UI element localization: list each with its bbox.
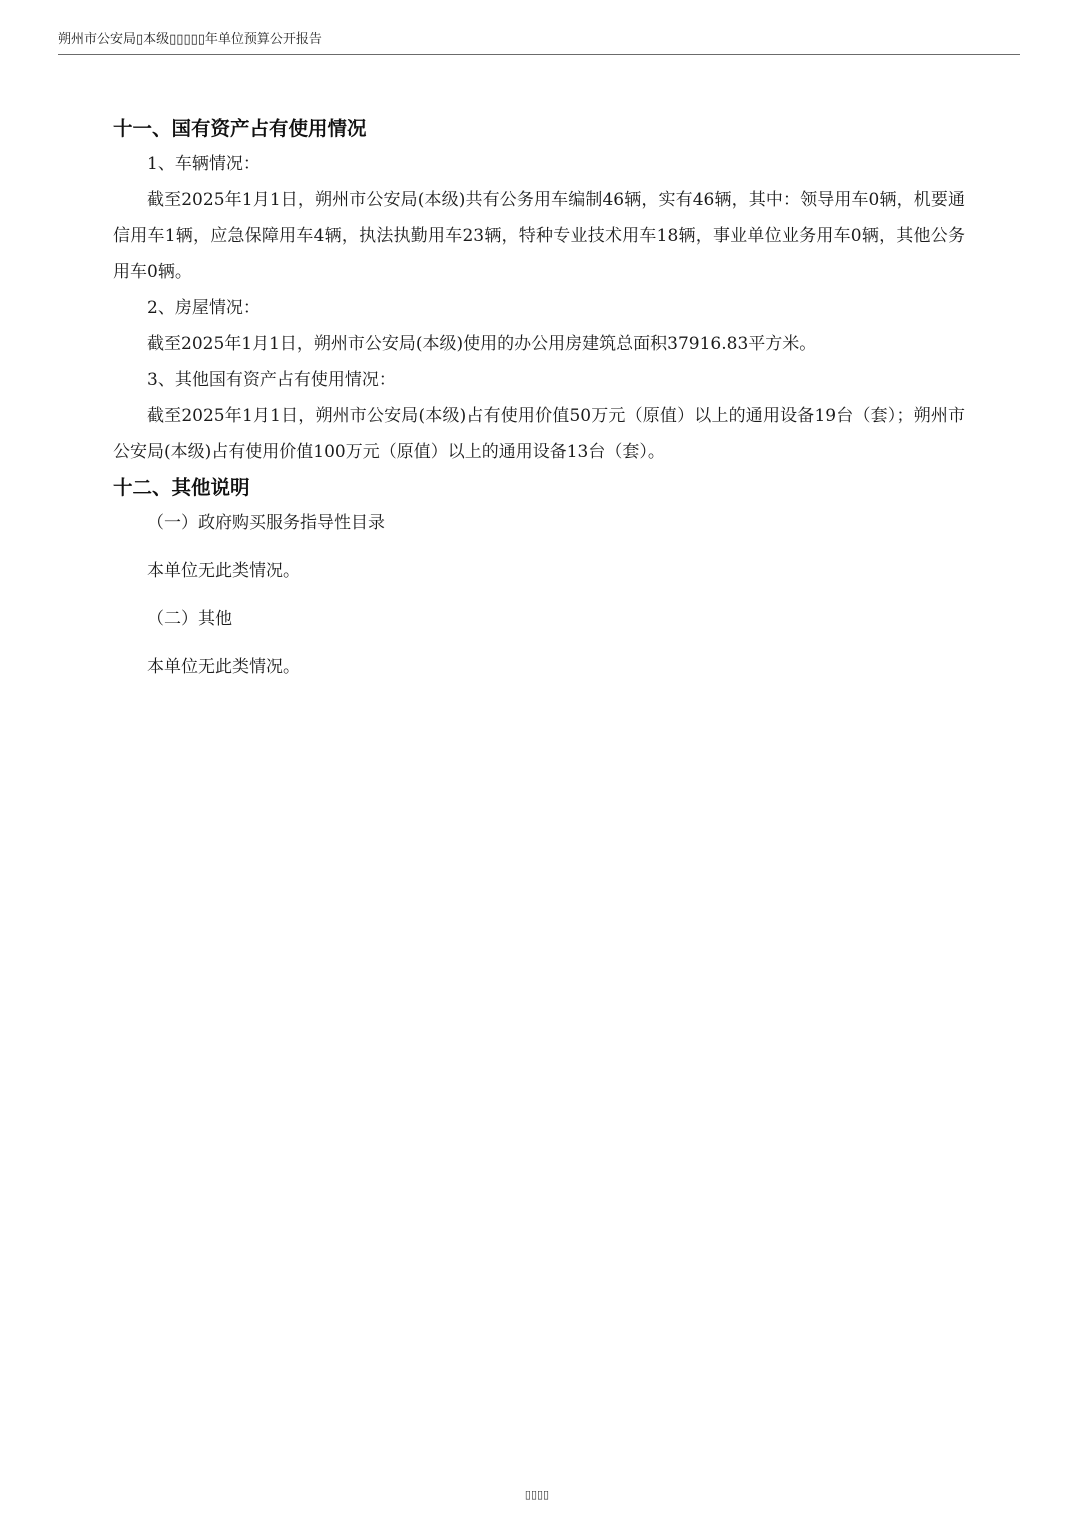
housing-paragraph: 截至2025年1月1日，朔州市公安局(本级)使用的办公用房建筑总面积37916.83平方米。 bbox=[147, 334, 817, 354]
other-assets-paragraph: 截至2025年1月1日，朔州市公安局(本级)占有使用价值50万元（原值）以上的通用设备19台（套）；朔州市公安局(本级)占有使用价值100万元（原值）以上的通用设备13台（套）。 bbox=[113, 406, 965, 462]
header-title: 朔州市公安局▯本级▯▯▯▯▯年单位预算公开报告 bbox=[58, 32, 322, 47]
page-number: ▯▯▯▯ bbox=[524, 1488, 550, 1501]
housing-label: 2、房屋情况： bbox=[147, 298, 260, 318]
subsection-1-paragraph: 本单位无此类情况。 bbox=[147, 561, 300, 581]
section-11-heading: 十一、国有资产占有使用情况 bbox=[113, 117, 367, 140]
vehicles-label: 1、车辆情况： bbox=[147, 154, 260, 174]
page-header bbox=[58, 30, 1020, 55]
section-12-heading: 十二、其他说明 bbox=[113, 476, 250, 499]
document-body bbox=[113, 111, 965, 685]
subsection-1-label: （一）政府购买服务指导性目录 bbox=[147, 513, 385, 533]
subsection-2-paragraph: 本单位无此类情况。 bbox=[147, 657, 300, 677]
subsection-2-label: （二）其他 bbox=[147, 609, 232, 629]
other-assets-label: 3、其他国有资产占有使用情况： bbox=[147, 370, 396, 390]
vehicles-paragraph: 截至2025年1月1日，朔州市公安局(本级)共有公务用车编制46辆，实有46辆，其中：领导用车0辆，机要通信用车1辆，应急保障用车4辆，执法执勤用车23辆，特种专业技术用车18辆，事业单位业务用车0辆，其他公务用车0辆。 bbox=[113, 190, 965, 282]
